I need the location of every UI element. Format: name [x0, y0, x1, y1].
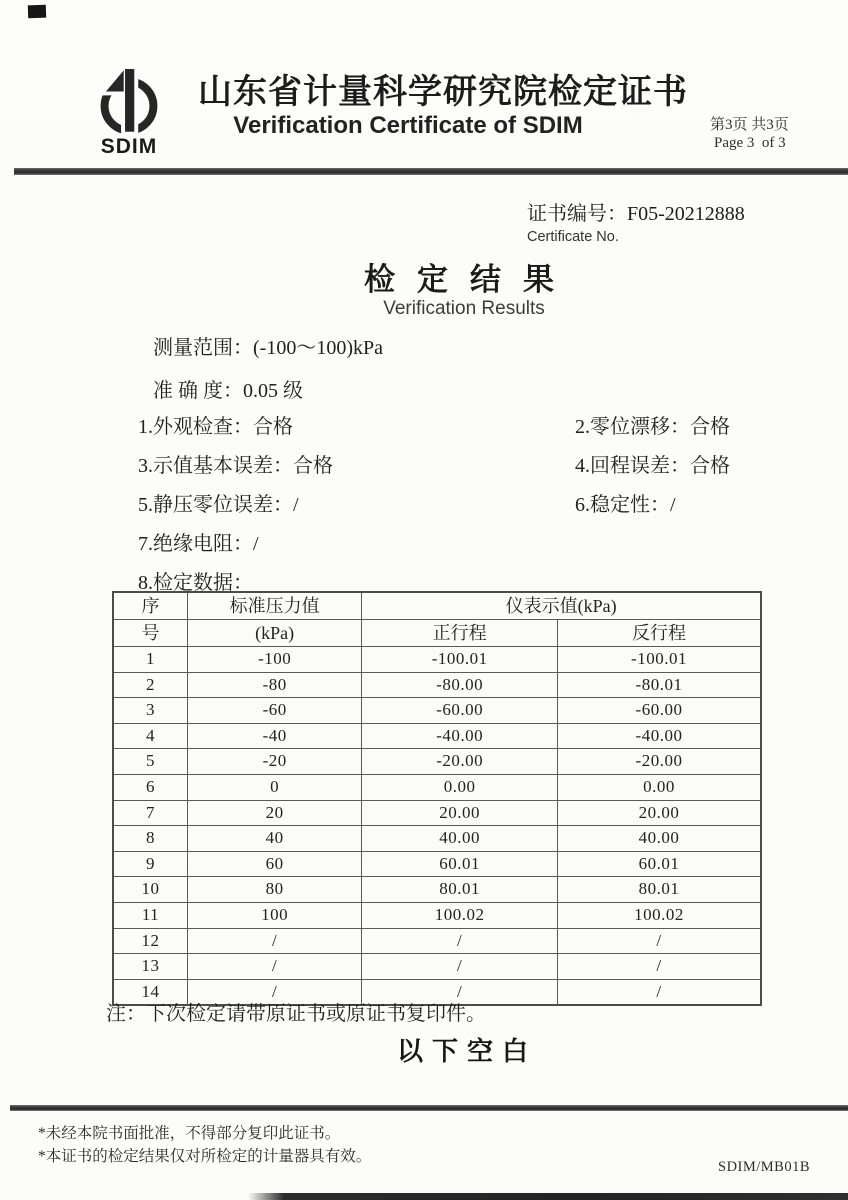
table-cell: /	[188, 979, 362, 1005]
table-cell: -80	[188, 672, 362, 698]
table-cell: 60	[188, 851, 362, 877]
footer-divider-rule	[10, 1105, 848, 1111]
table-row	[113, 800, 761, 826]
table-header-row	[113, 592, 761, 620]
table-cell: 4	[113, 723, 188, 749]
table-row	[113, 774, 761, 800]
table-row	[113, 928, 761, 954]
table-row	[113, 698, 761, 724]
table-cell: 8	[113, 826, 188, 852]
table-cell: /	[188, 928, 362, 954]
table-cell: 60.01	[558, 851, 762, 877]
table-cell: 40	[188, 826, 362, 852]
table-cell: 14	[113, 979, 188, 1005]
sdim-logo-text: SDIM	[100, 135, 158, 158]
table-cell: -40	[188, 723, 362, 749]
accuracy-class-value: 0.05 级	[243, 380, 303, 402]
table-cell: 80	[188, 877, 362, 903]
check-item: 2.零位漂移：合格	[575, 416, 730, 438]
table-cell: -60	[188, 698, 362, 724]
table-cell: 100.02	[558, 902, 762, 928]
table-cell: -60.00	[362, 698, 558, 724]
table-cell: 0.00	[362, 774, 558, 800]
certificate-number-label: 证书编号：	[527, 203, 627, 225]
table-cell: 10	[113, 877, 188, 903]
table-cell: 40.00	[362, 826, 558, 852]
table-row	[113, 954, 761, 980]
table-cell: -20	[188, 749, 362, 775]
table-cell: /	[558, 954, 762, 980]
table-cell: -80.01	[558, 672, 762, 698]
table-cell: 12	[113, 928, 188, 954]
header-kpa-unit: (kPa)	[188, 620, 362, 647]
table-cell: /	[362, 979, 558, 1005]
check-item: 8.检定数据：	[138, 572, 253, 594]
table-cell: -40.00	[558, 723, 762, 749]
check-items-list	[138, 414, 750, 596]
table-cell: /	[362, 928, 558, 954]
verification-data-table	[112, 591, 762, 1006]
table-cell: 9	[113, 851, 188, 877]
header-divider-rule	[14, 168, 848, 175]
table-cell: /	[362, 954, 558, 980]
header-forward-stroke: 正行程	[362, 620, 558, 647]
table-cell: 1	[113, 647, 188, 673]
revalidation-note: 注：下次检定请带原证书或原证书复印件。	[106, 1003, 486, 1025]
table-row	[113, 723, 761, 749]
check-item: 5.静压零位误差：/	[138, 494, 299, 516]
accuracy-class-label: 准 确 度：	[153, 380, 243, 402]
page-number-cn: 第3页 共3页	[710, 117, 789, 133]
section-title-cn: 检定结果	[364, 262, 576, 297]
check-item: 3.示值基本误差：合格	[138, 455, 333, 477]
certificate-title-en: Verification Certificate of SDIM	[233, 112, 583, 139]
table-cell: 80.01	[362, 877, 558, 903]
table-cell: 100	[188, 902, 362, 928]
table-header-row	[113, 620, 761, 647]
table-cell: 0	[188, 774, 362, 800]
blank-below-marker: 以下空白	[396, 1036, 537, 1066]
accuracy-class-line	[153, 374, 303, 403]
table-cell: -100	[188, 647, 362, 673]
page-number-en: Page 3 of 3	[714, 135, 786, 151]
table-cell: -40.00	[362, 723, 558, 749]
table-row	[113, 826, 761, 852]
table-cell: /	[188, 954, 362, 980]
table-cell: 20	[188, 800, 362, 826]
header-seq-bottom: 号	[113, 620, 188, 647]
table-cell: 5	[113, 749, 188, 775]
sdim-logo-icon	[96, 69, 162, 139]
table-cell: 2	[113, 672, 188, 698]
table-cell: -100.01	[362, 647, 558, 673]
table-row	[113, 749, 761, 775]
table-cell: -100.01	[558, 647, 762, 673]
table-cell: 0.00	[558, 774, 762, 800]
check-item: 4.回程误差：合格	[575, 455, 730, 477]
measuring-range-line	[153, 331, 383, 360]
table-row	[113, 902, 761, 928]
table-cell: -60.00	[558, 698, 762, 724]
check-item: 6.稳定性：/	[575, 494, 676, 516]
scan-artifact-mark	[28, 5, 46, 19]
certificate-number-label-en: Certificate No.	[527, 229, 619, 245]
table-cell: 7	[113, 800, 188, 826]
results-table-body	[113, 647, 761, 1006]
table-cell: 40.00	[558, 826, 762, 852]
table-cell: 20.00	[558, 800, 762, 826]
check-item: 7.绝缘电阻：/	[138, 533, 259, 555]
table-cell: 11	[113, 902, 188, 928]
table-cell: 6	[113, 774, 188, 800]
footer-note-1: *未经本院书面批准，不得部分复印此证书。	[38, 1125, 341, 1142]
header-reverse-stroke: 反行程	[558, 620, 762, 647]
table-cell: 20.00	[362, 800, 558, 826]
table-cell: 60.01	[362, 851, 558, 877]
scan-artifact-bottom-bar	[248, 1193, 848, 1200]
table-cell: /	[558, 979, 762, 1005]
measuring-range-label: 测量范围：	[153, 337, 253, 359]
table-cell: -80.00	[362, 672, 558, 698]
header-seq-top: 序	[113, 592, 188, 620]
table-row	[113, 672, 761, 698]
table-cell: 3	[113, 698, 188, 724]
header-standard-pressure: 标准压力值	[188, 592, 362, 620]
table-cell: 100.02	[362, 902, 558, 928]
measuring-range-value: (-100～100)kPa	[253, 337, 383, 359]
table-row	[113, 647, 761, 673]
table-row	[113, 851, 761, 877]
table-row	[113, 877, 761, 903]
table-cell: -20.00	[362, 749, 558, 775]
certificate-number-value: F05-20212888	[627, 203, 745, 225]
certificate-number-line	[527, 197, 745, 226]
check-item: 1.外观检查：合格	[138, 416, 293, 438]
table-cell: -20.00	[558, 749, 762, 775]
table-cell: 13	[113, 954, 188, 980]
footer-note-2: *本证书的检定结果仅对所检定的计量器具有效。	[38, 1148, 372, 1165]
section-title-en: Verification Results	[383, 298, 545, 319]
form-code: SDIM/MB01B	[718, 1159, 811, 1175]
table-cell: 80.01	[558, 877, 762, 903]
certificate-title-cn: 山东省计量科学研究院检定证书	[198, 74, 688, 111]
table-cell: /	[558, 928, 762, 954]
header-indicated-value: 仪表示值(kPa)	[362, 592, 761, 620]
